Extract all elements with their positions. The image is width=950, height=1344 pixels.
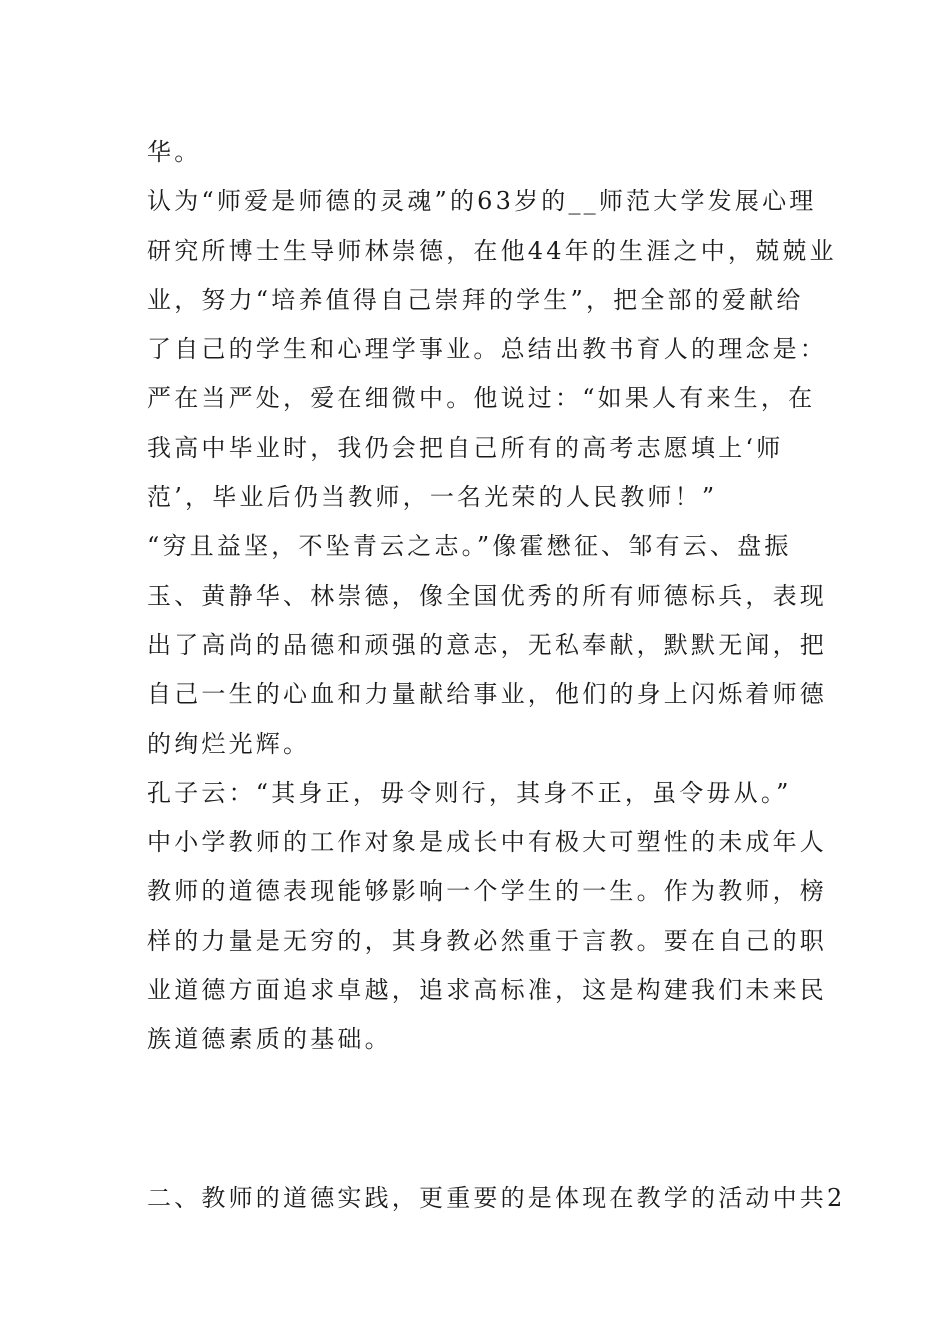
text-line: 研究所博士生导师林崇德，在他44年的生涯之中，兢兢业 <box>147 236 837 265</box>
text-line: “穷且益坚，不坠青云之志。”像霍懋征、邹有云、盘振 <box>147 532 792 561</box>
text-line: 教师的道德表现能够影响一个学生的一生。作为教师，榜 <box>147 877 827 906</box>
section-heading: 二、教师的道德实践，更重要的是体现在教学的活动中共2 <box>147 1184 846 1212</box>
text-line: 玉、黄静华、林崇德，像全国优秀的所有师德标兵，表现 <box>147 581 827 610</box>
text-line: 严在当严处，爱在细微中。他说过：“如果人有来生，在 <box>147 384 816 413</box>
text-line: 我高中毕业时，我仍会把自己所有的高考志愿填上‘师 <box>147 433 784 462</box>
text-line: 中小学教师的工作对象是成长中有极大可塑性的未成年人 <box>147 828 827 857</box>
text-line: 业，努力“培养值得自己崇拜的学生”，把全部的爱献给 <box>147 285 804 314</box>
text-line: 华。 <box>147 138 202 166</box>
text-line: 样的力量是无穷的，其身教必然重于言教。要在自己的职 <box>147 926 827 955</box>
text-line: 自己一生的心血和力量献给事业，他们的身上闪烁着师德 <box>147 680 827 709</box>
text-line: 出了高尚的品德和顽强的意志，无私奉献，默默无闻，把 <box>147 630 827 659</box>
text-line: 认为“师爱是师德的灵魂”的63岁的__师范大学发展心理 <box>147 187 817 216</box>
text-line: 孔子云：“其身正，毋令则行，其身不正，虽令毋从。” <box>147 778 792 807</box>
body-text <box>147 128 837 1065</box>
text-line: 的绚烂光辉。 <box>147 729 311 758</box>
text-line: 了自己的学生和心理学事业。总结出教书育人的理念是： <box>147 335 827 364</box>
text-line: 业道德方面追求卓越，追求高标准，这是构建我们未来民 <box>147 976 827 1005</box>
text-line: 范’，毕业后仍当教师，一名光荣的人民教师！” <box>147 483 718 512</box>
text-line: 族道德素质的基础。 <box>147 1025 392 1054</box>
